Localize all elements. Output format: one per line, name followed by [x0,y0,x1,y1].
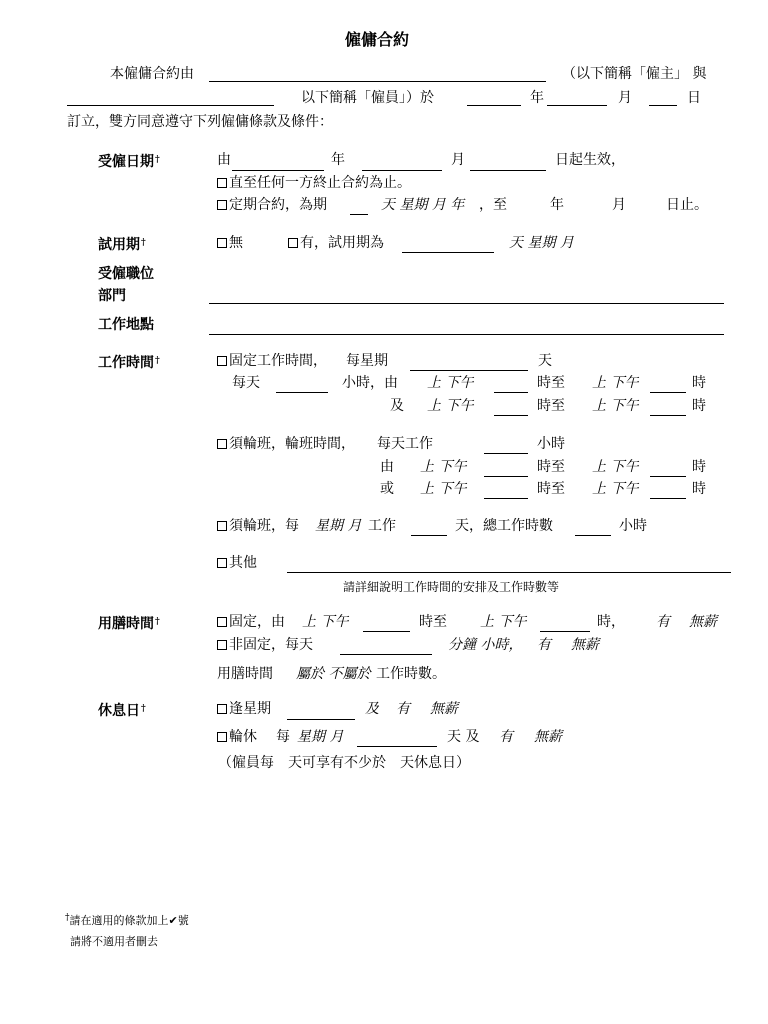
probation-yes-option[interactable]: 有，試用期為 [288,235,384,251]
start-year-label: 年 [331,152,345,168]
meal-start-field[interactable] [363,631,410,632]
fixed-term-units: 天 星期 月 年 [381,197,465,213]
rest-unpaid-1: 無薪 [430,701,458,717]
page-title: 僱傭合約 [345,30,410,49]
shift-period-option[interactable]: 須輪班，每 [217,518,299,534]
end-time-field-1[interactable] [650,392,686,393]
checkbox-icon[interactable] [217,356,227,366]
department-label: 部門 [98,288,126,304]
meal-ampm-start: 上 下午 [302,614,349,630]
position-label: 受僱職位 [98,266,154,282]
end-time-field-3[interactable] [650,476,686,477]
meal-duration-units: 分鐘 小時， [448,637,523,653]
shift-option[interactable]: 須輪班，輪班時間， [217,436,355,452]
days-per-week-field[interactable] [410,370,528,371]
probation-label: 試用期† [98,237,146,253]
start-effective-label: 日起生效， [555,152,625,168]
employment-from: 由 [217,152,231,168]
probation-none-option[interactable]: 無 [217,235,243,251]
time-to-label-2: 時至 [537,398,565,414]
shift-daily-hours-field[interactable] [484,453,528,454]
dagger-mark: † [155,356,160,366]
fixed-term-length-field[interactable] [350,214,368,215]
rest-paid-1: 有 [396,701,410,717]
time-hour-label-1: 時 [692,375,706,391]
dagger-mark: † [141,704,146,714]
ampm-end-4: 上 下午 [592,481,639,497]
checkbox-icon[interactable] [217,200,227,210]
checkbox-icon[interactable] [217,732,227,742]
workplace-label: 工作地點 [98,317,154,333]
employee-name-field[interactable] [67,105,274,106]
rest-unpaid-2: 無薪 [534,729,562,745]
contract-day-field[interactable] [649,105,677,106]
meal-duration-field[interactable] [340,654,432,655]
intro-line3-text: 訂立，雙方同意遵守下列僱傭條款及條件： [67,114,333,130]
checkbox-icon[interactable] [217,521,227,531]
rest-day-label: 休息日† [98,703,146,719]
employment-date-label: 受僱日期† [98,154,160,170]
time-to-label-3: 時至 [537,459,565,475]
start-time-field-1[interactable] [494,392,528,393]
ampm-start-4: 上 下午 [420,481,467,497]
shift-total-hours-field[interactable] [575,535,611,536]
start-year-field[interactable] [232,170,324,171]
meal-ampm-end: 上 下午 [480,614,527,630]
time-hour-label-4: 時 [692,481,706,497]
probation-length-field[interactable] [402,252,494,253]
other-hours-note: 請詳細說明工作時間的安排及工作時數等 [343,580,560,594]
start-time-field-2[interactable] [494,415,528,416]
rest-weekday-field[interactable] [287,719,355,720]
time-hour-label-2: 時 [692,398,706,414]
ampm-end-2: 上 下午 [592,398,639,414]
rest-rotate-days: 天 及 [447,729,480,745]
meal-nonfixed-option[interactable]: 非固定，每天 [217,637,313,653]
time-hour-label-3: 時 [692,459,706,475]
meal-end-field[interactable] [540,631,590,632]
shift-period-units: 星期 月 [315,518,362,534]
dagger-mark: † [141,238,146,248]
meal-count-suffix: 工作時數。 [376,666,446,682]
time-to-label-4: 時至 [537,481,565,497]
intro-line2-text: 以下簡稱「僱員」）於 [301,90,434,106]
workplace-field[interactable] [209,334,724,335]
meal-paid-2: 有 [537,637,551,653]
daily-hours-field[interactable] [276,392,328,393]
rest-weekly-option[interactable]: 逢星期 [217,701,271,717]
daily-label: 每天 [232,375,260,391]
and-label: 及 [390,398,404,414]
position-department-field[interactable] [209,303,724,304]
dagger-mark: † [65,913,70,923]
start-time-field-3[interactable] [484,476,528,477]
shift-from-label: 由 [380,459,394,475]
shift-total-hour-unit: 小時 [619,518,647,534]
intro-day-label: 日 [687,90,701,106]
rest-rotate-per: 每 [276,729,290,745]
hours-from-label: 小時，由 [342,375,398,391]
rest-and-label: 及 [365,701,379,717]
fixed-hours-option[interactable]: 固定工作時間， [217,353,327,369]
end-time-field-4[interactable] [650,498,686,499]
intro-month-label: 月 [618,90,632,106]
rest-rotate-units: 星期 月 [297,729,344,745]
intro-line1-suffix: （以下簡稱「僱主」 與 [562,66,707,82]
time-to-label-1: 時至 [537,375,565,391]
dagger-mark: † [155,617,160,627]
rest-note: （僱員每 天可享有不少於 天休息日） [218,755,470,771]
checkbox-icon[interactable] [217,558,227,568]
start-day-field[interactable] [470,170,546,171]
meal-paid-1: 有 [656,614,670,630]
ampm-start-3: 上 下午 [420,459,467,475]
employer-name-field[interactable] [209,81,546,82]
fixed-term-year: 年 [550,197,564,213]
checkbox-icon[interactable] [217,439,227,449]
rest-rotate-days-field[interactable] [357,746,437,747]
meal-to-label: 時至 [419,614,447,630]
intro-year-label: 年 [530,90,544,106]
checkbox-icon[interactable] [217,704,227,714]
ampm-end-1: 上 下午 [592,375,639,391]
shift-period-work: 工作 [368,518,396,534]
contract-month-field[interactable] [547,105,607,106]
fixed-term-month: 月 [612,197,626,213]
fixed-term-option[interactable]: 定期合約，為期 [217,197,327,213]
until-terminated-option[interactable]: 直至任何一方終止合約為止。 [217,175,411,191]
start-month-field[interactable] [362,170,442,171]
footnote-tick: †請在適用的條款加上✔號 [65,913,189,927]
probation-units: 天 星期 月 [509,235,574,251]
daily-work-label: 每天工作 [377,436,433,452]
start-time-field-4[interactable] [484,498,528,499]
intro-line1-text: 本僱傭合約由 [110,66,194,82]
fixed-term-end: 日止。 [666,197,708,213]
meal-time-label: 用膳時間† [98,616,160,632]
dagger-mark: † [155,155,160,165]
checkbox-icon[interactable] [288,238,298,248]
meal-end-label: 時， [597,614,625,630]
shift-hour-unit: 小時 [537,436,565,452]
working-hours-label: 工作時間† [98,355,160,371]
or-label: 或 [380,481,394,497]
other-hours-field[interactable] [287,572,731,573]
end-time-field-2[interactable] [650,415,686,416]
footnote-strike: 請將不適用者刪去 [70,935,158,948]
contract-year-field[interactable] [467,105,521,106]
checkbox-icon[interactable] [217,178,227,188]
rest-paid-2: 有 [499,729,513,745]
checkbox-icon[interactable] [217,238,227,248]
fixed-term-until: ，至 [479,197,507,213]
ampm-start-2: 上 下午 [427,398,474,414]
ampm-end-3: 上 下午 [592,459,639,475]
shift-period-total: 天，總工作時數 [455,518,553,534]
meal-count-label: 用膳時間 [217,666,273,682]
ampm-start-1: 上 下午 [427,375,474,391]
per-week-label: 每星期 [346,353,388,369]
days-unit-label: 天 [538,353,552,369]
checkbox-icon[interactable] [217,640,227,650]
other-hours-option[interactable]: 其他 [217,555,257,571]
checkbox-icon[interactable] [217,617,227,627]
meal-count-options: 屬於 不屬於 [296,666,371,682]
meal-fixed-option[interactable]: 固定，由 [217,614,285,630]
meal-unpaid-2: 無薪 [571,637,599,653]
meal-unpaid-1: 無薪 [689,614,717,630]
start-month-label: 月 [451,152,465,168]
shift-period-days-field[interactable] [411,535,447,536]
rest-rotate-option[interactable]: 輪休 [217,729,257,745]
